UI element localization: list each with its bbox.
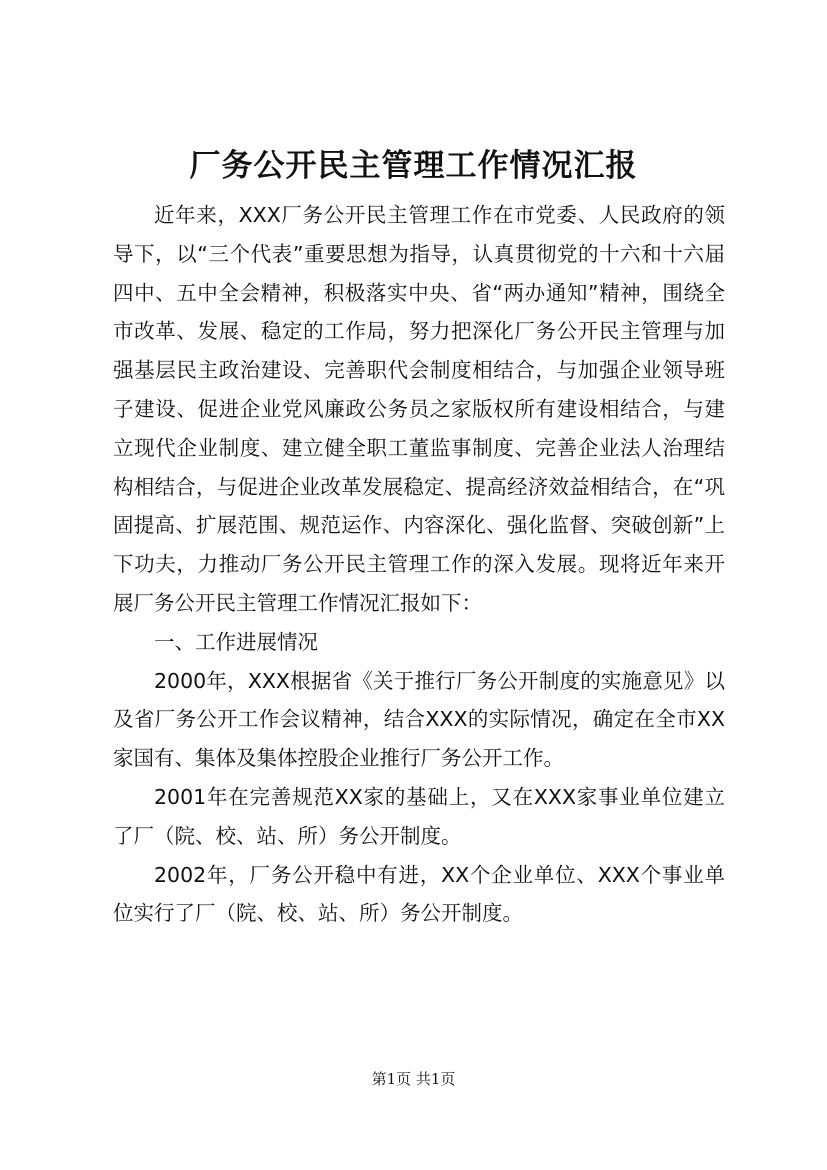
document-body bbox=[113, 196, 725, 933]
page-footer: 第1页 共1页 bbox=[371, 1070, 456, 1088]
document-title: 厂务公开民主管理工作情况汇报 bbox=[189, 148, 638, 184]
paragraph-2002: 2002年，厂务公开稳中有进，XX个企业单位、XXX个事业单位实行了厂（院、校、站、所）务公开制度。 bbox=[113, 862, 725, 926]
section-heading: 一、工作进展情况 bbox=[154, 629, 318, 654]
paragraph-intro: 近年来，XXX厂务公开民主管理工作在市党委、人民政府的领导下，以“三个代表”重要思想为指导，认真贯彻党的十六和十六届四中、五中全会精神，积极落实中央、省“两办通知”精神，围绕全市改革、发展、稳定的工作局，努力把深化厂务公开民主管理与加强基层民主政治建设、完善职代会制度相结合，与加强企业领导班子建设、促进企业党风廉政公务员之家版权所有建设相结合，与建立现代企业制度、建立健全职工董监事制度、完善企业法人治理结构相结合，与促进企业改革发展稳定、提高经济效益相结合，在“巩固提高、扩展范围、规范运作、内容深化、强化监督、突破创新”上下功夫，力推动厂务公开民主管理工作的深入发展。现将近年来开展厂务公开民主管理工作情况汇报如下： bbox=[113, 203, 725, 615]
paragraph-2000: 2000年，XXX根据省《关于推行厂务公开制度的实施意见》以及省厂务公开工作会议精神，结合XXX的实际情况，确定在全市XX家国有、集体及集体控股企业推行厂务公开工作。 bbox=[113, 668, 725, 771]
paragraph-2001: 2001年在完善规范XX家的基础上，又在XXX家事业单位建立了厂（院、校、站、所）务公开制度。 bbox=[113, 784, 725, 848]
